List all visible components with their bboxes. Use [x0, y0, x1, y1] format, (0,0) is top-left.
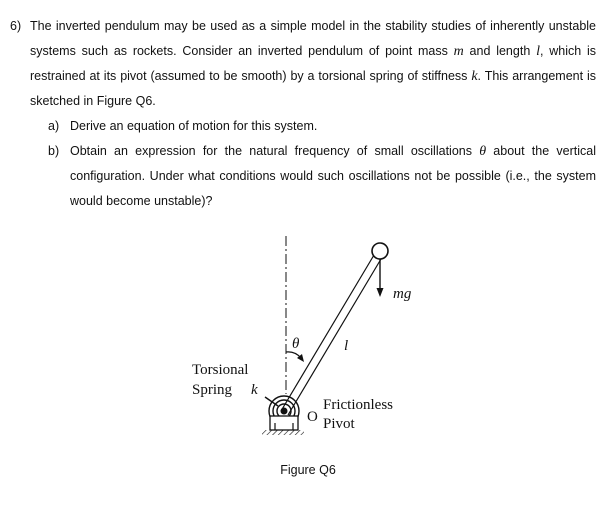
label-k: k: [251, 382, 258, 398]
label-spring: Spring: [192, 382, 233, 398]
part-b-label: b): [48, 144, 60, 158]
length-symbol: l: [536, 44, 540, 59]
label-torsional: Torsional: [192, 362, 249, 378]
intro-line-4: sketched in Figure Q6.: [30, 94, 156, 108]
part-a-label: a): [48, 119, 60, 133]
figure-caption: Figure Q6: [280, 463, 336, 477]
theta-angle-arrow: [286, 352, 304, 362]
stiffness-symbol: k: [471, 69, 478, 84]
part-b-line-1: Obtain an expression for the natural frequency of small oscillations θ about the vertical: [70, 144, 596, 159]
label-length: l: [344, 338, 349, 354]
label-theta: θ: [292, 336, 300, 352]
intro-line-3: restrained at its pivot (assumed to be smooth) by a torsional spring of stiffness k. This arrangement is: [30, 69, 596, 84]
theta-symbol: θ: [479, 144, 487, 159]
label-pivot: Pivot: [323, 416, 355, 432]
label-pivot-o: O: [307, 409, 318, 425]
label-mg: mg: [393, 286, 412, 302]
question-number: 6): [10, 19, 22, 33]
pendulum-rod: [281, 255, 381, 415]
part-a-line-1: Derive an equation of motion for this system.: [70, 119, 318, 133]
intro-line-1: The inverted pendulum may be used as a simple model in the stability studies of inherently unstable: [30, 19, 596, 33]
part-b-line-3: would become unstable)?: [70, 194, 213, 208]
pivot-point: [281, 408, 288, 415]
point-mass: [372, 243, 388, 259]
support-base: [262, 416, 304, 435]
mass-symbol: m: [453, 44, 464, 59]
part-b-line-2: configuration. Under what conditions would such oscillations not be possible (i.e., the system: [70, 169, 596, 183]
intro-line-2: systems such as rockets. Consider an inverted pendulum of point mass m and length l, which is: [30, 44, 596, 59]
label-frictionless: Frictionless: [323, 397, 393, 413]
